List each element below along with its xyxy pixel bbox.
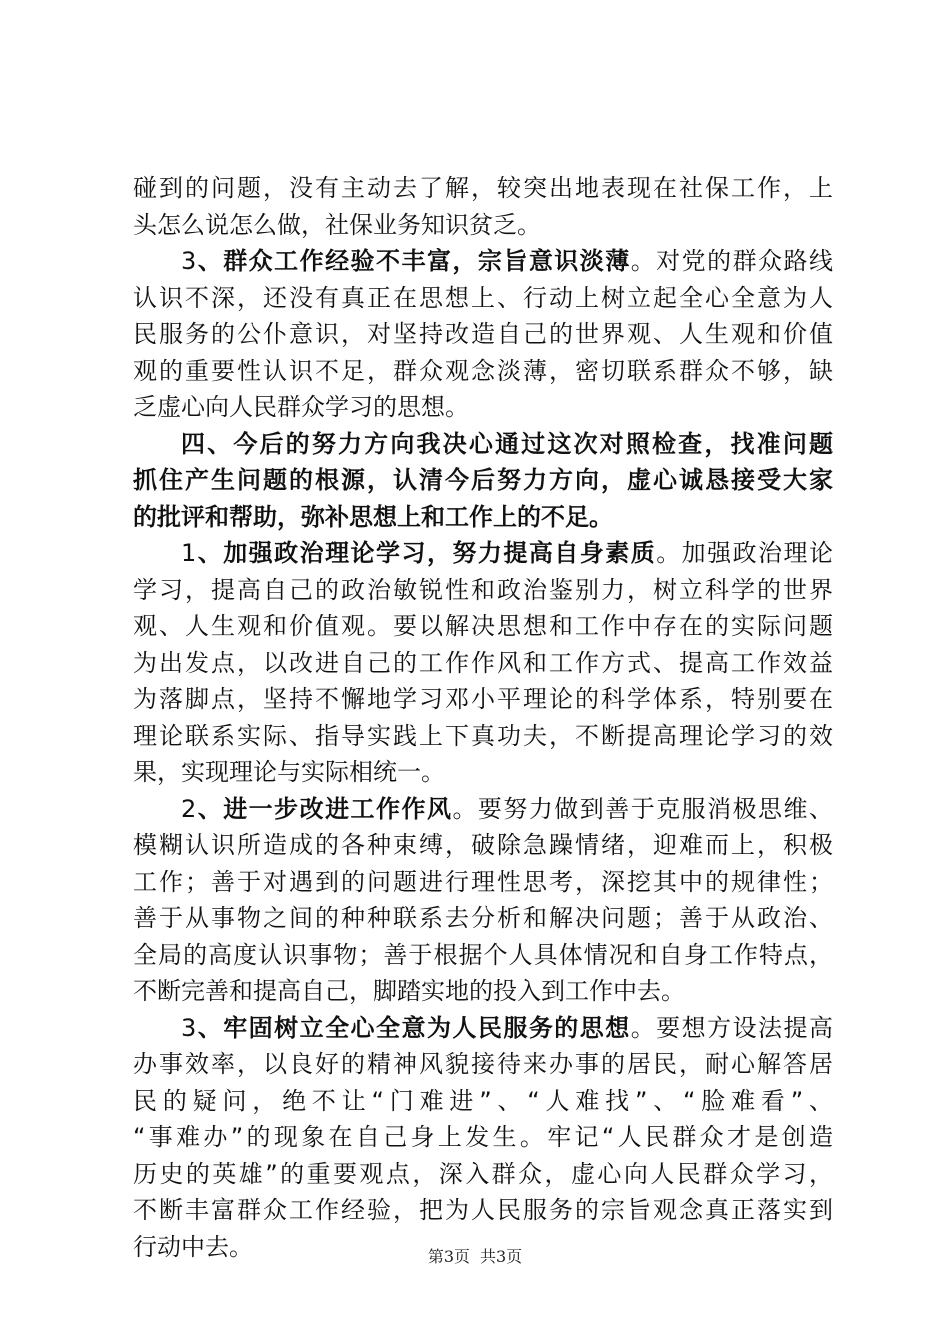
page-number: 第3页: [427, 1247, 470, 1266]
line-text: 工作；善于对遇到的问题进行理性思考，深挖其中的规律性；: [133, 867, 833, 896]
section-heading-line: [133, 791, 833, 828]
line-text: 民服务的公仆意识，对坚持改造自己的世界观、人生观和价值: [133, 320, 833, 348]
text-line: [133, 937, 833, 974]
heading-text: 、牢固树立全心全意为人民服务的思想: [196, 1013, 631, 1042]
text-line: [133, 1119, 833, 1156]
text-line: [133, 1083, 833, 1120]
section-heading-line: [133, 426, 833, 463]
text-line: [133, 572, 833, 609]
line-text: 果，实现理论与实际相统一。: [133, 758, 445, 786]
heading-number: 3: [181, 1013, 197, 1042]
line-text: 学习，提高自己的政治敏锐性和政治鉴别力，树立科学的世界: [133, 575, 833, 604]
line-text: 乏虚心向人民群众学习的思想。: [133, 393, 469, 421]
line-text: 头怎么说怎么做，社保业务知识贫乏。: [133, 210, 541, 239]
line-text: 模糊认识所造成的各种束缚，破除急躁情绪，迎难而上，积极: [133, 831, 833, 859]
heading-text: 抓住产生问题的根源，认清今后努力方向，虚心诚恳接受大家: [133, 466, 833, 494]
heading-number: 2: [181, 794, 197, 823]
text-line: [133, 645, 833, 682]
line-text: 不断完善和提高自己，脚踏实地的投入到工作中去。: [133, 977, 685, 1005]
heading-number: 1: [181, 539, 197, 567]
text-line: [133, 207, 833, 244]
heading-text: 的批评和帮助，弥补思想上和工作上的不足。: [133, 502, 613, 531]
text-line: [133, 681, 833, 718]
text-line: [133, 1156, 833, 1193]
section-heading-line: [133, 243, 833, 280]
heading-text: 、群众工作经验不丰富，宗旨意识淡薄: [196, 247, 631, 275]
section-heading-line: [133, 462, 833, 499]
text-line: [133, 754, 833, 791]
text-line: [133, 718, 833, 755]
line-text: 不断丰富群众工作经验，把为人民服务的宗旨观念真正落实到: [133, 1196, 833, 1224]
line-text: 观、人生观和价值观。要以解决思想和工作中存在的实际问题: [133, 612, 833, 640]
text-line: [133, 608, 833, 645]
text-line: [133, 973, 833, 1010]
line-text: 。要努力做到善于克服消极思维、: [452, 794, 833, 823]
heading-text: 、进一步改进工作作风: [196, 794, 453, 823]
line-text: 为出发点，以改进自己的工作作风和工作方式、提高工作效益: [133, 648, 833, 677]
line-text: 行动中去。: [133, 1232, 253, 1261]
line-text: 民的疑问，绝不让“门难进”、“人难找”、“脸难看”、: [133, 1086, 833, 1115]
text-line: [133, 353, 833, 390]
page-footer: [0, 1244, 950, 1267]
section-heading-line: [133, 1010, 833, 1047]
line-text: 为落脚点，坚持不懈地学习邓小平理论的科学体系，特别要在: [133, 685, 833, 713]
page-total: 共3页: [480, 1247, 523, 1266]
section-heading-line: [133, 499, 833, 536]
line-text: 历史的英雄”的重要观点，深入群众，虚心向人民群众学习，: [133, 1159, 833, 1188]
line-text: 认识不深，还没有真正在思想上、行动上树立起全心全意为人: [133, 283, 833, 312]
text-line: [133, 280, 833, 317]
line-text: “事难办”的现象在自己身上发生。牢记“人民群众才是创造: [133, 1123, 833, 1151]
line-text: 办事效率，以良好的精神风貌接待来办事的居民，耐心解答居: [133, 1050, 833, 1078]
line-text: 全局的高度认识事物；善于根据个人具体情况和自身工作特点，: [133, 940, 833, 969]
line-text: 。对党的群众路线: [630, 247, 833, 275]
heading-number: 3: [181, 247, 197, 275]
line-text: 观的重要性认识不足，群众观念淡薄，密切联系群众不够，缺: [133, 356, 833, 385]
text-line: [133, 389, 833, 426]
text-line: [133, 170, 833, 207]
text-line: [133, 827, 833, 864]
heading-text: 、加强政治理论学习，努力提高自身素质: [196, 539, 657, 567]
line-text: 。要想方设法提高: [630, 1013, 833, 1042]
line-text: 理论联系实际、指导实践上下真功夫，不断提高理论学习的效: [133, 721, 833, 750]
line-text: 善于从事物之间的种种联系去分析和解决问题；善于从政治、: [133, 904, 833, 932]
document-body: [133, 170, 833, 1265]
heading-text: 四、今后的努力方向我决心通过这次对照检查，找准问题: [181, 429, 833, 458]
section-heading-line: [133, 535, 833, 572]
text-line: [133, 900, 833, 937]
text-line: [133, 316, 833, 353]
line-text: 。加强政治理论: [656, 539, 833, 567]
text-line: [133, 864, 833, 901]
line-text: 碰到的问题，没有主动去了解，较突出地表现在社保工作，上: [133, 174, 833, 202]
text-line: [133, 1192, 833, 1229]
text-line: [133, 1046, 833, 1083]
